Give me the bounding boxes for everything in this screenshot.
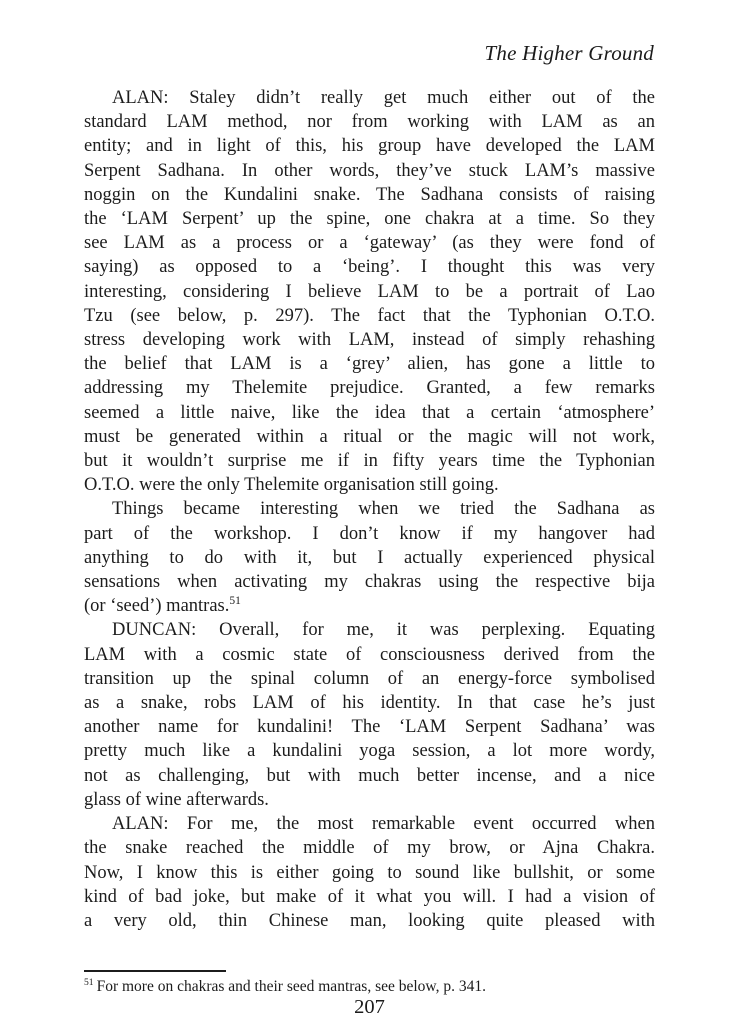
text-line: LAM with a cosmic state of consciousness derived from the — [84, 644, 655, 665]
text-line: must be generated within a ritual or the magic will not work, — [84, 426, 655, 447]
text-line: seemed a little naive, like the idea that a certain ‘atmosphere’ — [84, 402, 655, 423]
text-line: see LAM as a process or a ‘gateway’ (as they were fond of — [84, 233, 655, 254]
text-line: addressing my Thelemite prejudice. Granted, a few remarks — [84, 378, 655, 399]
text-line: O.T.O. were the only Thelemite organisation still going. — [84, 475, 499, 496]
text-line: saying) as opposed to a ‘being’. I thought this was very — [84, 257, 655, 278]
text-line: not as challenging, but with much better incense, and a nice — [84, 765, 655, 786]
text-line: DUNCAN: Overall, for me, it was perplexing. Equating — [112, 620, 655, 641]
paragraph — [84, 86, 655, 497]
text-line: but it wouldn’t surprise me if in fifty years time the Typhonian — [84, 451, 655, 472]
text-line: Now, I know this is either going to sound like bullshit, or some — [84, 862, 655, 883]
text-line: entity; and in light of this, his group have developed the LAM — [84, 136, 655, 157]
paragraph — [84, 812, 655, 933]
text-line: the snake reached the middle of my brow, or Ajna Chakra. — [84, 838, 655, 859]
paragraph — [84, 497, 655, 618]
text-line: another name for kundalini! The ‘LAM Serpent Sadhana’ was — [84, 717, 655, 738]
text-line: Tzu (see below, p. 297). The fact that the Typhonian O.T.O. — [84, 305, 655, 326]
text-line: Serpent Sadhana. In other words, they’ve stuck LAM’s massive — [84, 160, 655, 181]
text-line: ALAN: Staley didn’t really get much either out of the — [112, 88, 655, 108]
text-line: the ‘LAM Serpent’ up the spine, one chakra at a time. So they — [84, 209, 655, 230]
text-line: sensations when activating my chakras using the respective bija — [84, 572, 655, 593]
footnote-marker: 51 — [84, 976, 94, 988]
text-line: transition up the spinal column of an energy-force symbolised — [84, 668, 655, 689]
text-line: ALAN: For me, the most remarkable event occurred when — [112, 814, 655, 835]
text-line: standard LAM method, nor from working with LAM as an — [84, 112, 655, 133]
text-line: stress developing work with LAM, instead of simply rehashing — [84, 330, 655, 351]
footnote-reference: 51 — [229, 595, 241, 608]
body-text — [84, 86, 655, 933]
text-line: interesting, considering I believe LAM to be a portrait of Lao — [84, 281, 655, 302]
running-head: The Higher Ground — [484, 41, 654, 65]
text-line: pretty much like a kundalini yoga session, a lot more wordy, — [84, 741, 655, 762]
text-line: noggin on the Kundalini snake. The Sadhana consists of raising — [84, 184, 655, 205]
page-number: 207 — [354, 996, 385, 1018]
footnote-text: For more on chakras and their seed mantras, see below, p. 341. — [96, 978, 486, 995]
text-line: kind of bad joke, but make of it what you will. I had a vision of — [84, 886, 655, 907]
text-line: Things became interesting when we tried the Sadhana as — [112, 499, 655, 520]
text-line: glass of wine afterwards. — [84, 789, 269, 810]
text-line: a very old, thin Chinese man, looking quite pleased with — [84, 910, 655, 931]
footnote-rule — [84, 970, 226, 972]
paragraph — [84, 618, 655, 812]
text-line: the belief that LAM is a ‘grey’ alien, has gone a little to — [84, 354, 655, 375]
footnote — [84, 977, 655, 996]
text-line: as a snake, robs LAM of his identity. In that case he’s just — [84, 693, 655, 714]
text-line: (or ‘seed’) mantras.$^{51}$ — [84, 595, 241, 617]
text-line: part of the workshop. I don’t know if my hangover had — [84, 523, 655, 544]
text-line: anything to do with it, but I actually experienced physical — [84, 547, 655, 568]
